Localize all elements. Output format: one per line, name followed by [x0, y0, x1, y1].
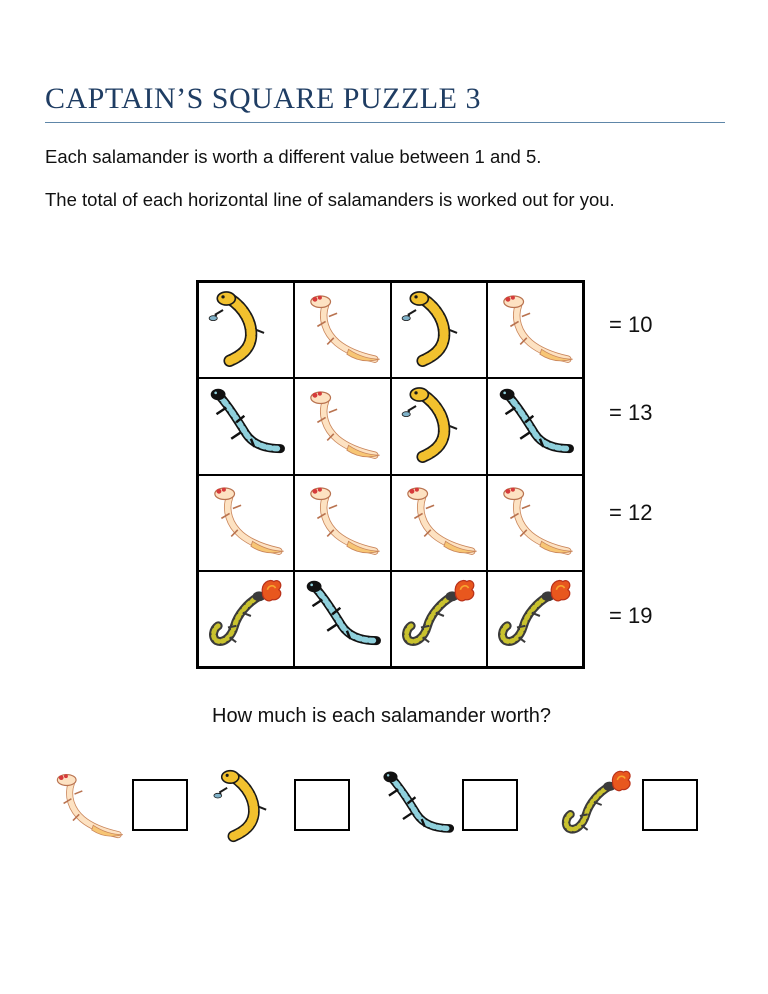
- yellow-salamander-icon: [210, 762, 288, 853]
- pink-salamander-icon: [48, 762, 126, 853]
- answer-item-blue: [378, 762, 518, 853]
- grid-cell: [198, 475, 294, 571]
- grid-cell: [391, 571, 487, 667]
- instruction-line-1: Each salamander is worth a different value between 1 and 5.: [45, 146, 542, 167]
- yellow-salamander-icon: [205, 287, 287, 374]
- pink-salamander-icon: [398, 479, 480, 566]
- answer-item-yellow: [210, 762, 350, 853]
- fire-salamander-icon: [398, 575, 480, 662]
- title-divider: [45, 122, 725, 123]
- blue-salamander-icon: [494, 383, 576, 470]
- grid-cell: [294, 475, 390, 571]
- pink-salamander-icon: [301, 383, 383, 470]
- blue-salamander-icon: [378, 762, 456, 853]
- pink-salamander-icon: [494, 479, 576, 566]
- row-total-4: = 19: [609, 603, 653, 628]
- grid-cell: [487, 282, 583, 378]
- pink-salamander-icon: [301, 287, 383, 374]
- grid-cell: [198, 378, 294, 474]
- answer-box-yellow[interactable]: [294, 779, 350, 831]
- puzzle-grid: [196, 280, 585, 669]
- grid-cell: [487, 571, 583, 667]
- grid-cell: [391, 282, 487, 378]
- answer-item-pink: [48, 762, 188, 853]
- grid-cell: [487, 475, 583, 571]
- page-title: CAPTAIN’S SQUARE PUZZLE 3: [45, 82, 481, 115]
- blue-salamander-icon: [301, 575, 383, 662]
- blue-salamander-icon: [205, 383, 287, 470]
- yellow-salamander-icon: [398, 287, 480, 374]
- row-total-1: = 10: [609, 312, 653, 337]
- pink-salamander-icon: [205, 479, 287, 566]
- instruction-line-2: The total of each horizontal line of salamanders is worked out for you.: [45, 189, 615, 210]
- grid-cell: [391, 378, 487, 474]
- answer-box-pink[interactable]: [132, 779, 188, 831]
- row-total-2: = 13: [609, 400, 653, 425]
- grid-cell: [198, 282, 294, 378]
- answer-box-fire[interactable]: [642, 779, 698, 831]
- grid-cell: [198, 571, 294, 667]
- grid-cell: [294, 378, 390, 474]
- fire-salamander-icon: [558, 762, 636, 853]
- pink-salamander-icon: [301, 479, 383, 566]
- grid-cell: [294, 282, 390, 378]
- answer-item-fire: [558, 762, 698, 853]
- yellow-salamander-icon: [398, 383, 480, 470]
- grid-cell: [391, 475, 487, 571]
- row-total-3: = 12: [609, 500, 653, 525]
- fire-salamander-icon: [494, 575, 576, 662]
- answer-box-blue[interactable]: [462, 779, 518, 831]
- question-text: How much is each salamander worth?: [212, 705, 552, 727]
- pink-salamander-icon: [494, 287, 576, 374]
- fire-salamander-icon: [205, 575, 287, 662]
- grid-cell: [294, 571, 390, 667]
- grid-cell: [487, 378, 583, 474]
